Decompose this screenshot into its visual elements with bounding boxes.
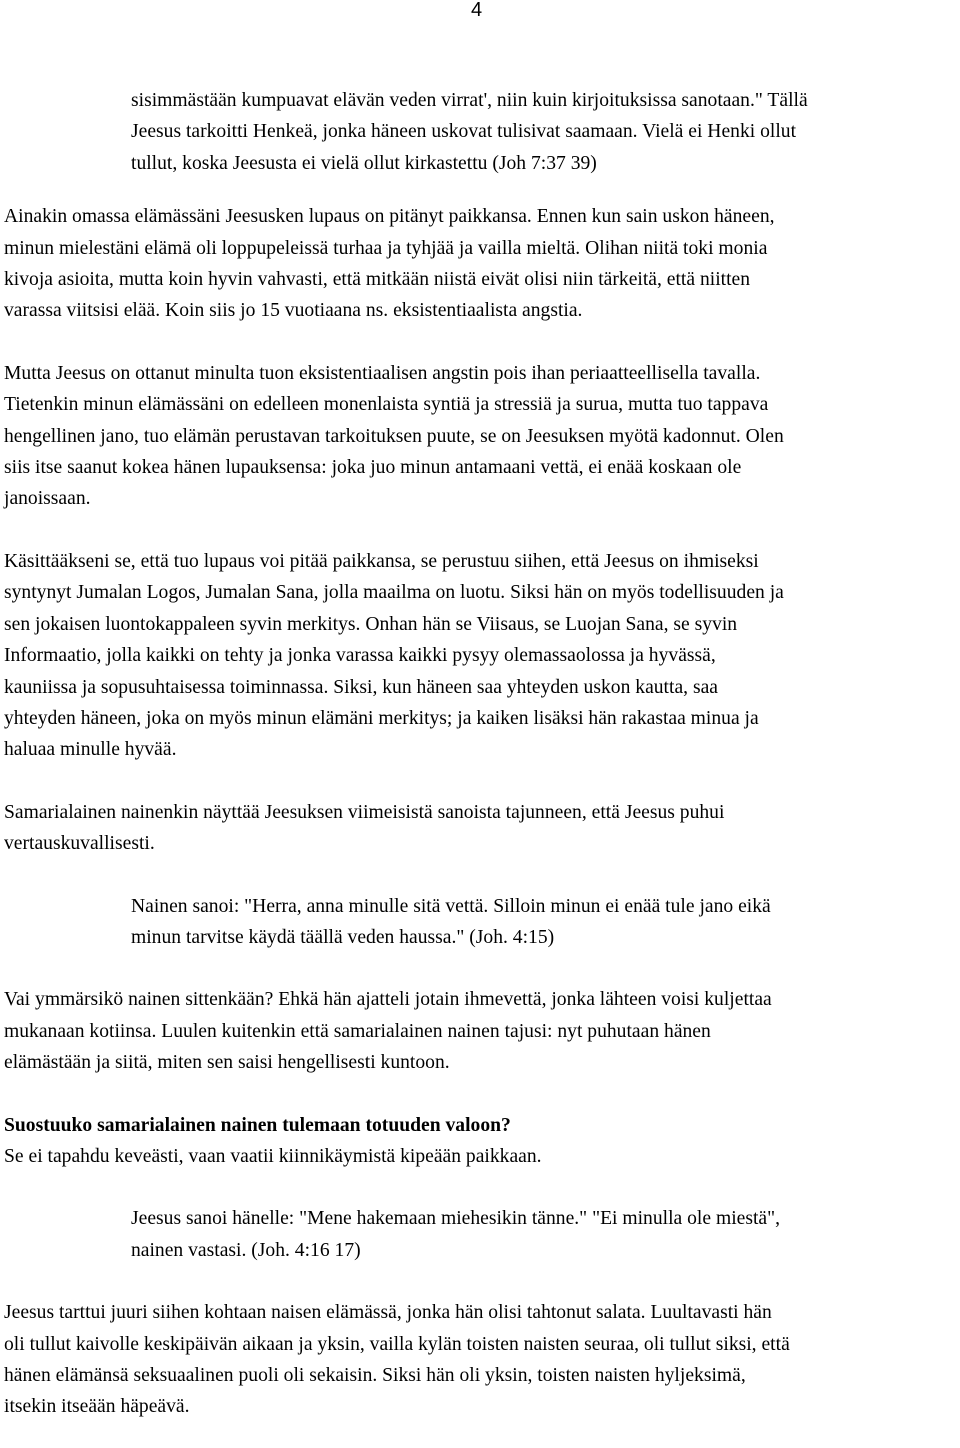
bible-quote-john-7: sisimmästään kumpuavat elävän veden virrat', niin kuin kirjoituksissa sanotaan." Tällä Jeesus tarkoitti Henkeä, jonka häneen uskovat tulisivat saamaan. Vielä ei Henki ollut tullut, koska Jeesusta ei vielä ollut kirkastettu (Joh 7:37 39) [131, 90, 808, 174]
spacer [4, 953, 956, 984]
spacer [4, 179, 956, 201]
spacer [4, 1172, 956, 1203]
document-body [4, 85, 956, 1423]
paragraph-understanding: Vai ymmärsikö nainen sittenkään? Ehkä hän ajatteli jotain ihmevettä, jonka lähteen voisi kuljettaa mukanaan kotiinsa. Luulen kuitenkin että samarialainen nainen tajusi: nyt puhutaan hänen elämästään ja siitä, miten sen saisi hengellisesti kuntoon. [4, 989, 772, 1074]
paragraph-painful-place: Se ei tapahdu keveästi, vaan vaatii kiinnikäymistä kipeään paikkaan. [4, 1145, 542, 1167]
spacer [4, 766, 956, 797]
paragraph-logos: Käsittääkseni se, että tuo lupaus voi pitää paikkansa, se perustuu siihen, että Jeesus on ihmiseksi syntynyt Jumalan Logos, Jumalan Sana, jolla maailma on luotu. Siksi hän on myös todellisuuden ja sen jokaisen luontokappaleen syvin merkitys. Onhan hän se Viisaus, se Luojan Sana, se syvin Informaatio, jolla kaikki on tehty ja jonka varassa kaikki pysyy olemassaolossa ja hyvässä, kauniissa ja sopusuhtaisessa toiminnassa. Siksi, kun häneen saa yhteyden uskon kautta, saa yhteyden häneen, joka on myös minun elämäni merkitys; ja kaiken lisäksi hän rakastaa minua ja haluaa minulle hyvää. [4, 550, 784, 761]
spacer [4, 1266, 956, 1297]
spacer [4, 327, 956, 358]
spacer [4, 1079, 956, 1110]
spacer [4, 515, 956, 546]
page-number: 4 [471, 0, 483, 21]
paragraph-hidden-life: Jeesus tarttui juuri siihen kohtaan naisen elämässä, jonka hän olisi tahtonut salata. Luultavasti hän oli tullut kaivolle keskipäivän aikaan ja yksin, vailla kylän toisten naisten seuraa, oli tullut siksi, että hänen elämänsä seksuaalinen puoli oli sekaisin. Siksi hän oli yksin, toisten naisten hyljeksimä, itsekin itseään häpeävä. [4, 1302, 790, 1418]
section-heading: Suostuuko samarialainen nainen tulemaan totuuden valoon? [4, 1114, 511, 1136]
bible-quote-john-4-15: Nainen sanoi: "Herra, anna minulle sitä vettä. Silloin minun ei enää tule jano eikä minun tarvitse käydä täällä veden haussa." (Joh. 4:15) [131, 895, 771, 948]
paragraph-samaritan-woman: Samarialainen nainenkin näyttää Jeesuksen viimeisistä sanoista tajunneen, että Jeesus puhui vertauskuvallisesti. [4, 801, 725, 855]
paragraph-personal-experience: Ainakin omassa elämässäni Jeesusken lupaus on pitänyt paikkansa. Ennen kun sain uskon häneen, minun mielestäni elämä oli loppupeleissä turhaa ja tyhjää ja vailla mieltä. Olihan niitä toki monia kivoja asioita, mutta koin hyvin vahvasti, että mitkään niistä eivät olisi niin tärkeitä, että niitten varassa viitsisi elää. Koin siis jo 15 vuotiaana ns. eksistentiaalista angstia. [4, 206, 775, 322]
bible-quote-john-4-16: Jeesus sanoi hänelle: "Mene hakemaan miehesikin tänne." "Ei minulla ole miestä", nainen vastasi. (Joh. 4:16 17) [131, 1208, 781, 1261]
spacer [4, 860, 956, 891]
paragraph-existential-angst: Mutta Jeesus on ottanut minulta tuon eksistentiaalisen angstin pois ihan periaatteellisella tavalla. Tietenkin minun elämässäni on edelleen monenlaista syntiä ja stressiä ja surua, mutta tuo tappava hengellinen jano, tuo elämän perustavan tarkoituksen puute, se on Jeesuksen myötä kadonnut. Olen siis itse saanut kokea hänen lupauksensa: joka juo minun antamaani vettä, ei enää koskaan ole janoissaan. [4, 362, 784, 510]
